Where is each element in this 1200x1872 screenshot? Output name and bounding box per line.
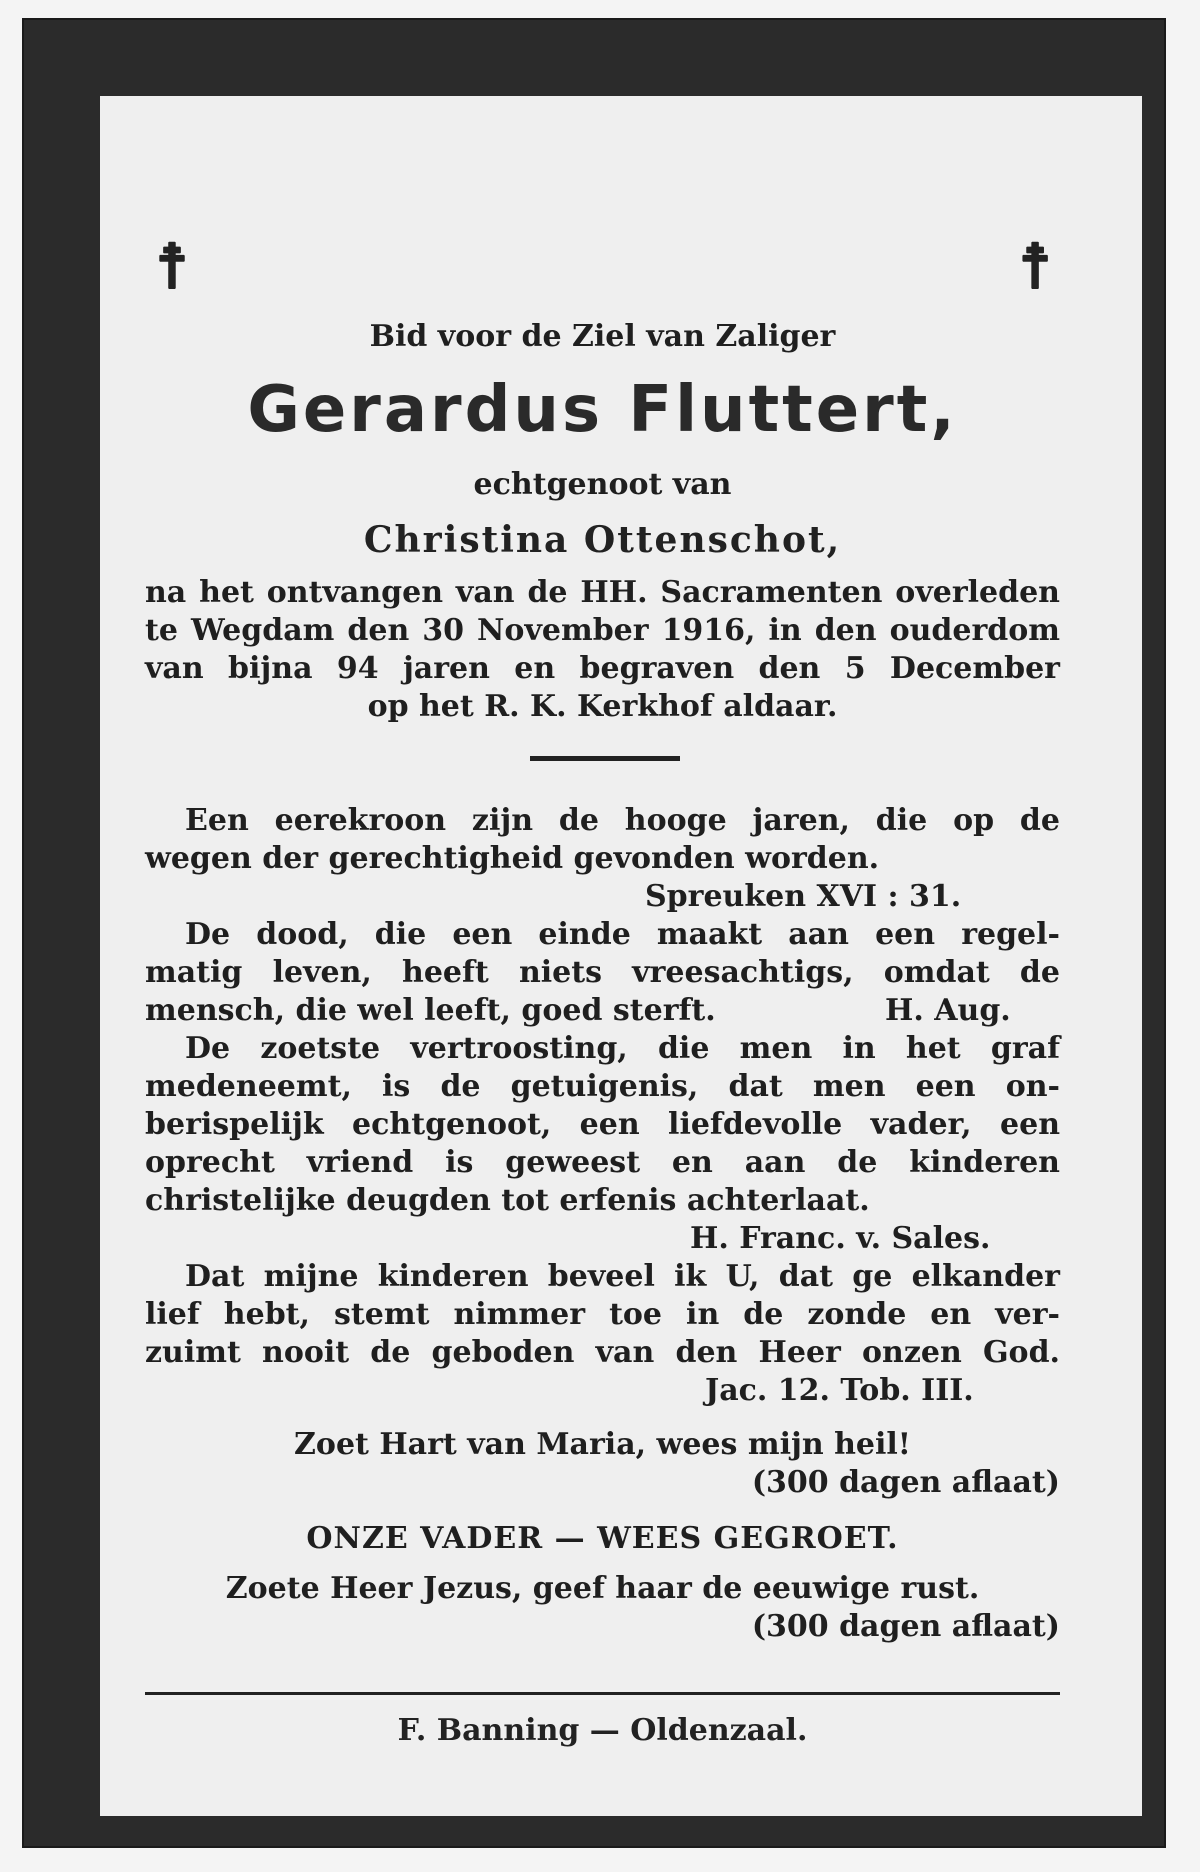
prayer-line: Zoet Hart van Maria, wees mijn heil! xyxy=(294,1427,911,1462)
prayer-line: ONZE VADER — WEES GEGROET. xyxy=(306,1521,899,1556)
prayer-line: Zoete Heer Jezus, geef haar de eeuwige rust. xyxy=(225,1571,980,1606)
indulgence-note: (300 dagen aflaat) xyxy=(751,1609,1060,1644)
quote-source: Jac. 12. Tob. III. xyxy=(705,1373,974,1408)
announcement-line: op het R. K. Kerkhof aldaar. xyxy=(367,689,838,724)
quote-line: christelijke deugden tot erfenis achterlaat. xyxy=(145,1183,870,1218)
indulgence-note: (300 dagen aflaat) xyxy=(751,1465,1060,1500)
quote-line: matig leven, heeft niets vreesachtigs, omdat de xyxy=(145,955,1060,990)
spouse-name: Christina Ottenschot, xyxy=(363,519,842,561)
announcement-line: van bijna 94 jaren en begraven den 5 December xyxy=(145,651,1060,686)
quote-line: zuimt nooit de geboden van den Heer onzen God. xyxy=(145,1335,1060,1370)
relation-text: echtgenoot van xyxy=(473,467,732,502)
quote-line: lief hebt, stemt nimmer toe in de zonde en ver- xyxy=(145,1297,1060,1332)
quote-line: berispelijk echtgenoot, een liefdevolle vader, een xyxy=(145,1107,1060,1142)
cross-icon: ☨ xyxy=(155,230,189,303)
quote-line: wegen der gerechtigheid gevonden worden. xyxy=(145,841,880,876)
quote-line: mensch, die wel leeft, goed sterft. xyxy=(145,993,716,1028)
announcement-line: te Wegdam den 30 November 1916, in den ouderdom xyxy=(145,613,1060,648)
cross-icon: ☨ xyxy=(1018,230,1052,303)
deceased-name: Gerardus Fluttert, xyxy=(247,373,958,447)
quote-source: H. Franc. v. Sales. xyxy=(690,1221,991,1256)
announcement-line: na het ontvangen van de HH. Sacramenten overleden xyxy=(145,575,1060,610)
quote-source: Spreuken XVI : 31. xyxy=(645,879,962,914)
quote-line: medeneemt, is de getuigenis, dat men een on- xyxy=(145,1069,1060,1104)
bottom-rule xyxy=(145,1692,1060,1695)
printer-credit: F. Banning — Oldenzaal. xyxy=(397,1713,808,1748)
quote-line: De dood, die een einde maakt aan een regel- xyxy=(185,917,1060,952)
quote-line: Een eerekroon zijn de hooge jaren, die op de xyxy=(185,803,1060,838)
prayer-intro: Bid voor de Ziel van Zaliger xyxy=(369,319,836,354)
quote-line: oprecht vriend is geweest en aan de kinderen xyxy=(145,1145,1060,1180)
divider xyxy=(530,756,680,761)
quote-source: H. Aug. xyxy=(885,993,1011,1028)
quote-line: De zoetste vertroosting, die men in het graf xyxy=(185,1031,1060,1066)
quote-line: Dat mijne kinderen beveel ik U, dat ge elkander xyxy=(185,1259,1060,1294)
